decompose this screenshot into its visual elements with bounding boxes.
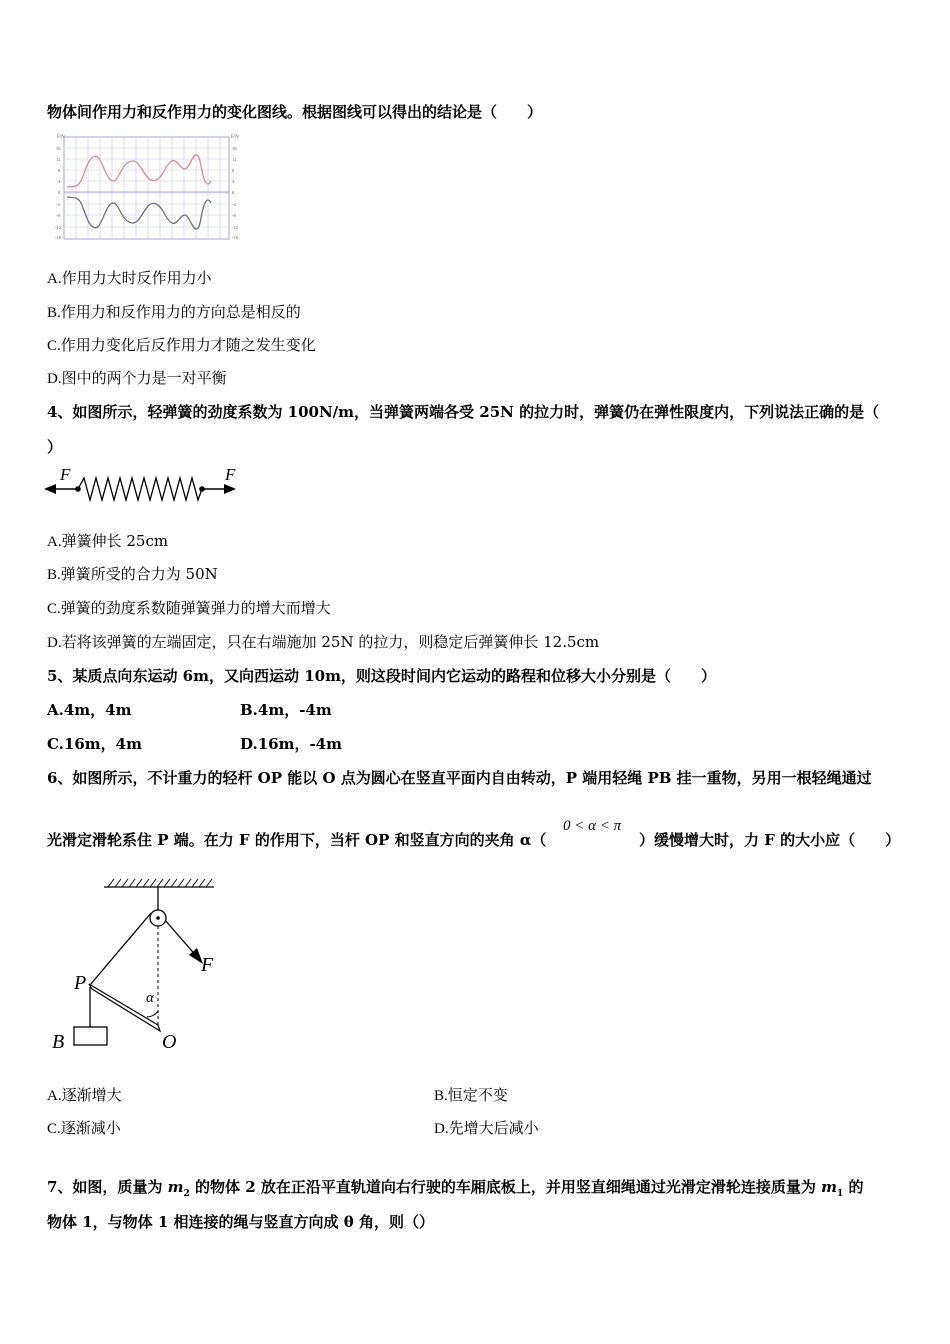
q6-option-c: C.逐渐减小 [47,1119,121,1137]
q6-option-d: D.先增大后减小 [434,1119,539,1137]
mass-m2: m [167,1178,184,1196]
q5-option-b: B.4m，-4m [240,701,332,719]
right-tick: -16 [232,235,238,240]
q3-option-a: A.作用力大时反作用力小 [47,269,212,287]
left-force-label: F [60,465,71,484]
rope-to-p [90,913,151,985]
label-p: P [74,972,87,994]
right-tick: 8 [232,168,235,173]
left-tick: -4 [56,202,60,207]
label-alpha: α [146,990,154,1006]
q4-option-a: A.弹簧伸长 25cm [47,532,169,550]
right-tick: 12 [232,157,237,162]
q4-stem-line1: 4、如图所示，轻弹簧的劲度系数为 100N/m，当弹簧两端各受 25N 的拉力时，弹簧仍在弹性限度内，下列说法正确的是（ [47,403,880,421]
label-o: O [162,1031,177,1053]
label-b: B [52,1031,65,1053]
right-tick: -8 [232,213,236,218]
q5-option-c: C.16m，4m [47,735,142,753]
label-f: F [201,954,214,976]
right-axis-label: F/N [231,135,239,140]
left-tick: -16 [55,235,61,240]
q3-option-c: C.作用力变化后反作用力才随之发生变化 [47,336,316,354]
q6-stem-line2-a: 光滑定滑轮系住 P 端。在力 F 的作用下，当杆 OP 和竖直方向的夹角 α（ [47,831,547,849]
spring-figure [42,462,242,510]
right-tick: 0 [232,190,235,195]
q5-stem: 5、某质点向东运动 6m，又向西运动 10m，则这段时间内它运动的路程和位移大小分别是（ ） [47,667,716,685]
right-arrow-icon [224,484,236,494]
q3-option-b: B.作用力和反作用力的方向总是相反的 [47,303,301,321]
right-force-label: F [225,465,236,484]
left-axis-label: F/N [57,135,65,140]
weight-b [74,1027,107,1045]
q7-stem-line1: 7、如图，质量为 $m_2$ 的物体 2 放在正沿平直轨道向右行驶的车厢底板上，并用竖直细绳通过光滑定滑轮连接质量为 $m_1$ 的 [47,1178,864,1199]
q6-angle-range: 0 < α < π [563,818,622,834]
q4-option-c: C.弹簧的劲度系数随弹簧弹力的增大而增大 [47,599,331,617]
q6-stem-line1: 6、如图所示，不计重力的轻杆 OP 能以 O 点为圆心在竖直平面内自由转动，P 端用轻绳 PB 挂一重物，另用一根轻绳通过 [47,769,872,787]
left-arrow-icon [44,484,56,494]
q4-option-d: D.若将该弹簧的左端固定，只在右端施加 25N 的拉力，则稳定后弹簧伸长 12.5cm [47,633,600,651]
left-tick: 0 [58,190,61,195]
q3-stem: 物体间作用力和反作用力的变化图线。根据图线可以得出的结论是（ ） [47,103,543,121]
q3-option-d: D.图中的两个力是一对平衡 [47,369,227,387]
left-tick: 4 [58,179,61,184]
q7-stem-line2: 物体 1，与物体 1 相连接的绳与竖直方向成 θ 角，则（） [47,1213,434,1231]
spring-coil [78,478,202,500]
left-tick: -8 [56,213,60,218]
pulley-rod-figure [48,873,248,1058]
right-tick: -12 [232,225,238,230]
left-tick: -12 [55,225,61,230]
right-tick: -4 [232,202,236,207]
mass-m1: m [821,1178,838,1196]
q6-stem-line2-b: ）缓慢增大时，力 F 的大小应（ ） [639,831,901,849]
q5-option-d: D.16m，-4m [240,735,342,753]
left-tick: 16 [56,146,61,151]
left-tick: 12 [56,157,61,162]
q6-option-b: B.恒定不变 [434,1086,508,1104]
q4-stem-line2: ） [47,438,63,456]
right-tick: 4 [232,179,235,184]
q4-option-b: B.弹簧所受的合力为 50N [47,565,218,583]
left-tick: 8 [58,168,61,173]
force-time-graph [55,133,245,245]
q5-option-a: A.4m，4m [47,701,132,719]
right-tick: 16 [232,146,237,151]
q6-option-a: A.逐渐增大 [47,1086,122,1104]
